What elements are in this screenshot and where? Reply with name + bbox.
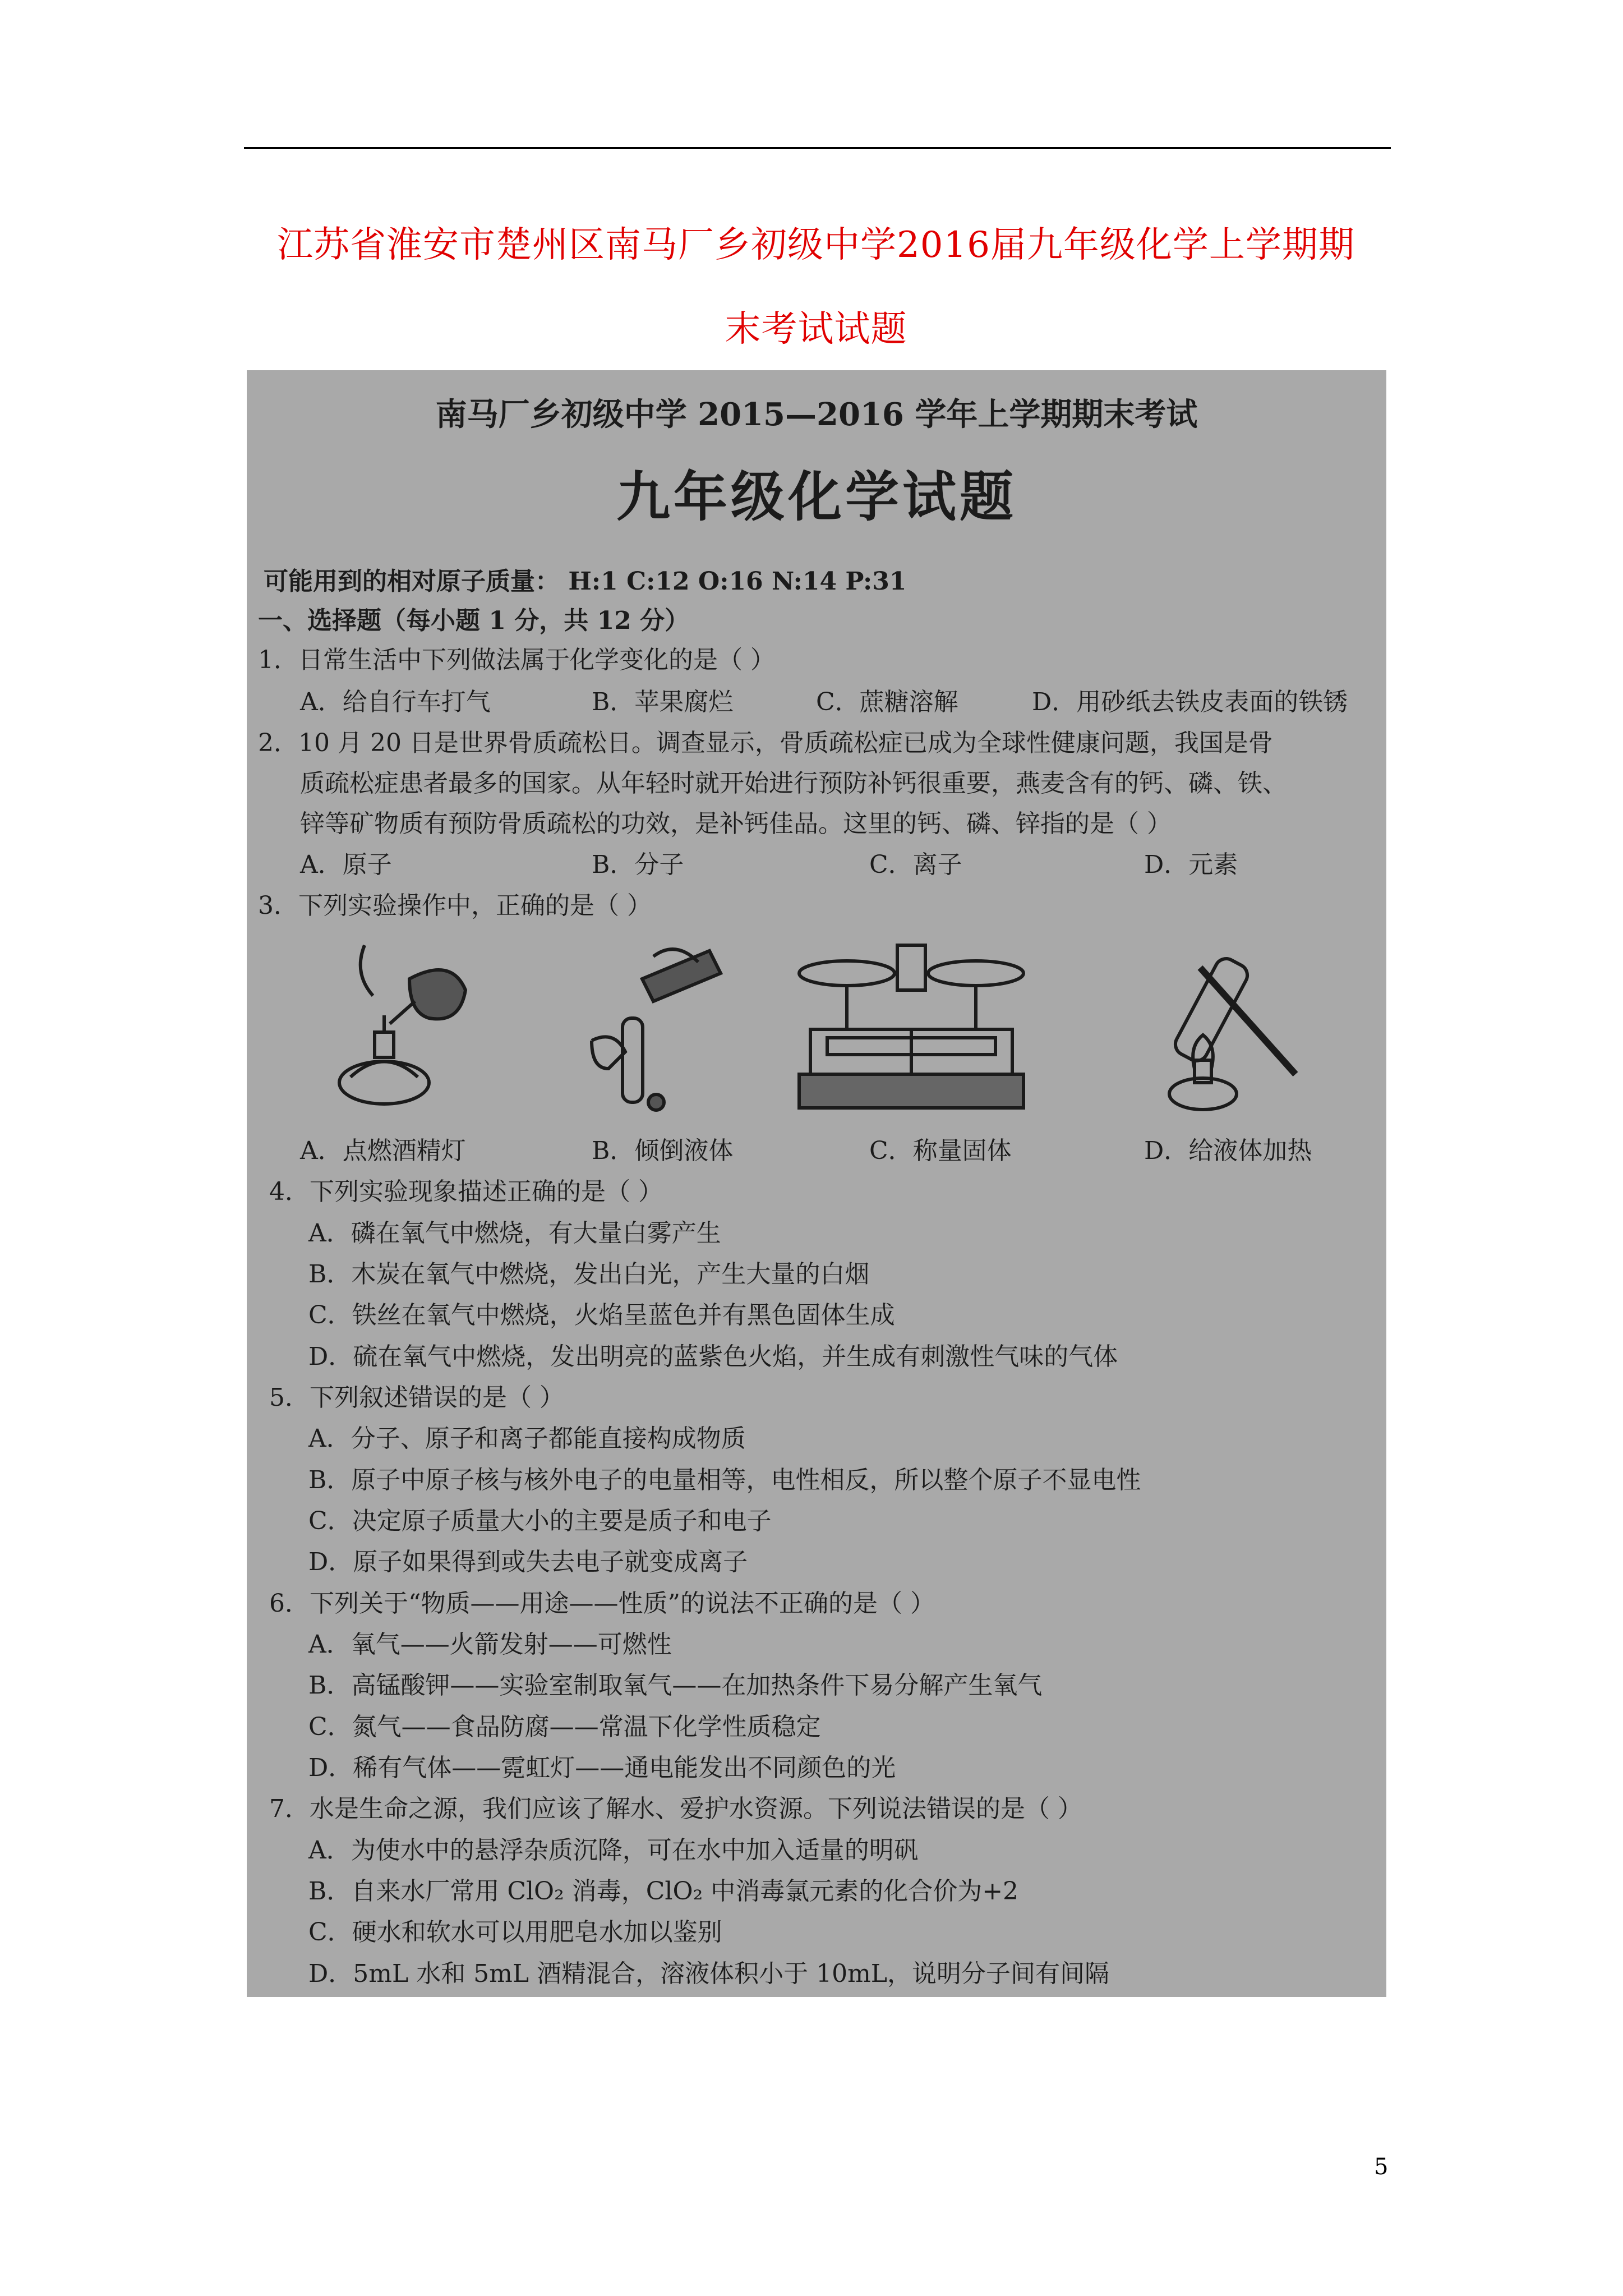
q3-option-d: D．给液体加热 xyxy=(1144,1137,1312,1165)
q2-option-b: B．分子 xyxy=(592,850,684,879)
school-heading: 南马厂乡初级中学 2015—2016 学年上学期期末考试 xyxy=(435,396,1198,433)
q7-option-d: D．5mL 水和 5mL 酒精混合，溶液体积小于 10mL，说明分子间有间隔 xyxy=(308,1959,1110,1988)
q2-option-c: C．离子 xyxy=(869,850,962,879)
question-1-stem: 1．日常生活中下列做法属于化学变化的是（ ） xyxy=(258,646,775,674)
q7-option-c: C．硬水和软水可以用肥皂水加以鉴别 xyxy=(308,1918,722,1947)
section-heading: 一、选择题（每小题 1 分，共 12 分） xyxy=(258,606,690,635)
balance-scale-illustration xyxy=(794,934,1029,1119)
question-5-stem: 5．下列叙述错误的是（ ） xyxy=(269,1383,564,1412)
q7-option-b: B．自来水厂常用 ClO₂ 消毒，ClO₂ 中消毒氯元素的化合价为+2 xyxy=(308,1877,1019,1906)
q3-option-b: B．倾倒液体 xyxy=(592,1137,734,1165)
q4-option-a: A．磷在氧气中燃烧，有大量白雾产生 xyxy=(308,1219,721,1248)
q5-option-d: D．原子如果得到或失去电子就变成离子 xyxy=(308,1548,748,1576)
q6-option-a: A．氧气——火箭发射——可燃性 xyxy=(308,1630,672,1659)
q2-option-d: D．元素 xyxy=(1144,850,1238,879)
pouring-liquid-illustration xyxy=(569,934,737,1119)
heating-liquid-illustration xyxy=(1161,934,1329,1119)
q4-option-b: B．木炭在氧气中燃烧，发出白光，产生大量的白烟 xyxy=(308,1260,870,1289)
q5-option-c: C．决定原子质量大小的主要是质子和电子 xyxy=(308,1507,772,1535)
q5-option-b: B．原子中原子核与核外电子的电量相等，电性相反，所以整个原子不显电性 xyxy=(308,1466,1141,1494)
q3-option-a: A．点燃酒精灯 xyxy=(300,1137,466,1165)
question-6-stem: 6．下列关于“物质——用途——性质”的说法不正确的是（ ） xyxy=(269,1589,935,1618)
question-4-stem: 4．下列实验现象描述正确的是（ ） xyxy=(269,1177,663,1206)
q3-option-c: C．称量固体 xyxy=(869,1137,1012,1165)
document-title-line-2: 末考试试题 xyxy=(725,309,907,350)
document-title-line-1: 江苏省淮安市楚州区南马厂乡初级中学2016届九年级化学上学期期 xyxy=(277,224,1355,266)
q4-option-d: D．硫在氧气中燃烧，发出明亮的蓝紫色火焰，并生成有刺激性气味的气体 xyxy=(308,1342,1118,1371)
scanned-exam-image xyxy=(247,370,1386,1997)
q1-option-d: D．用砂纸去铁皮表面的铁锈 xyxy=(1032,688,1348,716)
q5-option-a: A．分子、原子和离子都能直接构成物质 xyxy=(308,1424,746,1453)
exam-title: 九年级化学试题 xyxy=(616,465,1017,528)
q6-option-c: C．氮气——食品防腐——常温下化学性质稳定 xyxy=(308,1713,821,1741)
question-2-stem-line-3: 锌等矿物质有预防骨质疏松的功效，是补钙佳品。这里的钙、磷、锌指的是（ ） xyxy=(300,809,1172,838)
q1-option-b: B．苹果腐烂 xyxy=(592,688,734,716)
q1-option-c: C．蔗糖溶解 xyxy=(816,688,958,716)
atomic-masses: 可能用到的相对原子质量： H:1 C:12 O:16 N:14 P:31 xyxy=(264,567,907,596)
q7-option-a: A．为使水中的悬浮杂质沉降，可在水中加入适量的明矾 xyxy=(308,1836,919,1865)
q6-option-b: B．高锰酸钾——实验室制取氧气——在加热条件下易分解产生氧气 xyxy=(308,1671,1043,1700)
q1-option-a: A．给自行车打气 xyxy=(300,688,491,716)
alcohol-lamp-lighting-illustration xyxy=(331,934,510,1119)
header-rule xyxy=(244,147,1391,149)
q4-option-c: C．铁丝在氧气中燃烧，火焰呈蓝色并有黑色固体生成 xyxy=(308,1301,895,1329)
question-3-stem: 3．下列实验操作中，正确的是（ ） xyxy=(258,891,652,920)
question-7-stem: 7．水是生命之源，我们应该了解水、爱护水资源。下列说法错误的是（ ） xyxy=(269,1795,1082,1823)
page-number: 5 xyxy=(1374,2154,1389,2180)
question-2-stem-line-2: 质疏松症患者最多的国家。从年轻时就开始进行预防补钙很重要，燕麦含有的钙、磷、铁、 xyxy=(300,769,1287,798)
q6-option-d: D．稀有气体——霓虹灯——通电能发出不同颜色的光 xyxy=(308,1754,896,1782)
q2-option-a: A．原子 xyxy=(300,850,392,879)
question-2-stem-line-1: 2．10 月 20 日是世界骨质疏松日。调查显示，骨质疏松症已成为全球性健康问题，我国是骨 xyxy=(258,729,1273,757)
